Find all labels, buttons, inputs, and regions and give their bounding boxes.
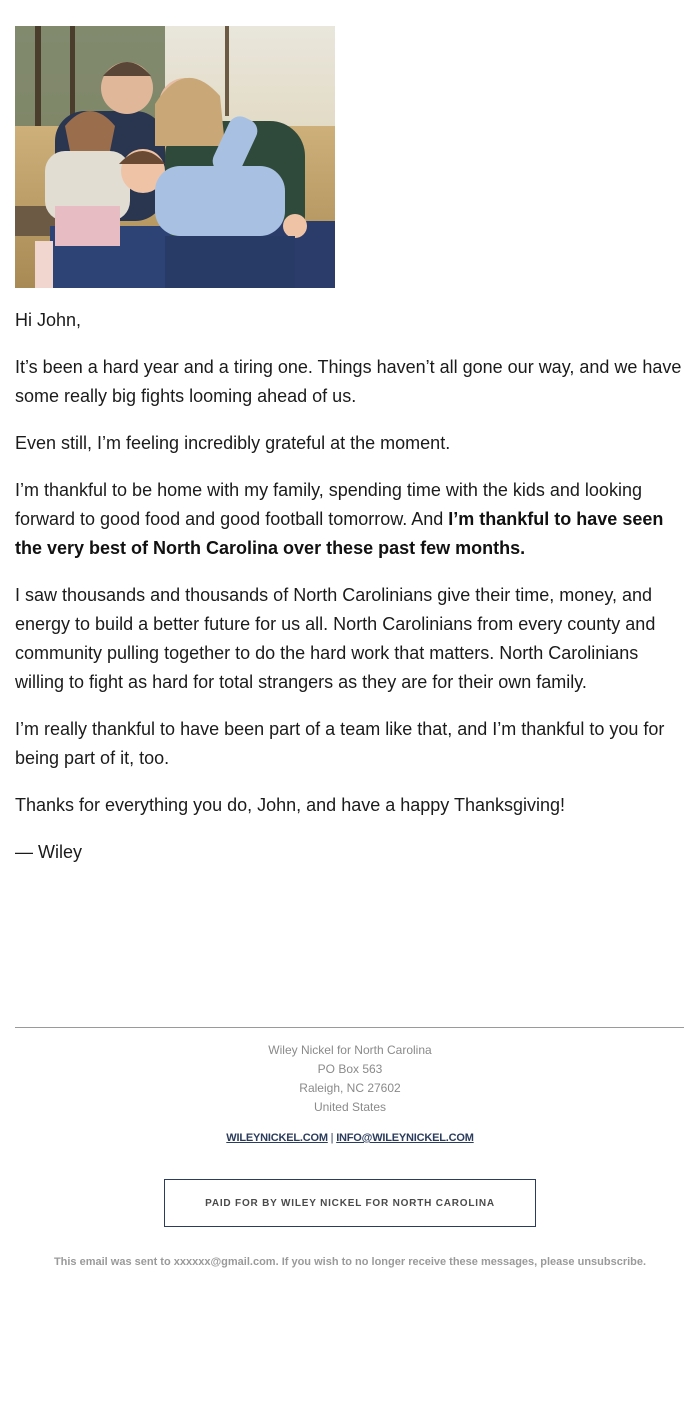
paragraph-5: I’m really thankful to have been part of a team like that, and I’m thankful to you for being part of it, too.	[15, 719, 665, 768]
footer-links	[0, 1132, 700, 1144]
paragraph-3-emphasis: I’m thankful to have seen the very best of North Carolina over these past few months.	[15, 509, 664, 558]
paid-for-text: PAID FOR BY WILEY NICKEL FOR NORTH CAROLINA	[205, 1197, 495, 1209]
unsubscribe-disclaimer	[0, 1256, 700, 1268]
paragraph-6: Thanks for everything you do, John, and have a happy Thanksgiving!	[15, 795, 566, 815]
footer-country: United States	[313, 1100, 387, 1114]
footer-divider	[15, 1027, 684, 1028]
footer-city-state: Raleigh, NC 27602	[299, 1081, 401, 1095]
unsubscribe-link[interactable]: unsubscribe	[577, 1256, 643, 1268]
link-separator: |	[330, 1132, 334, 1144]
greeting: Hi John,	[15, 310, 82, 330]
footer-po-box: PO Box 563	[317, 1062, 383, 1076]
paragraph-3-text: I’m thankful to be home with my family, spending time with the kids and looking forward to good food and good football tomorrow. And	[15, 480, 642, 529]
paragraph-2: Even still, I’m feeling incredibly grateful at the moment.	[15, 433, 451, 453]
hero-family-photo	[15, 26, 335, 288]
signature: — Wiley	[15, 842, 82, 862]
paragraph-1: It’s been a hard year and a tiring one. Things haven’t all gone our way, and we have some really big fights looming ahead of us.	[15, 357, 682, 406]
family-photo-image	[15, 26, 335, 288]
footer-org-name: Wiley Nickel for North Carolina	[268, 1043, 432, 1057]
paid-for-box	[164, 1179, 536, 1227]
website-link[interactable]: WILEYNICKEL.COM	[226, 1132, 328, 1144]
email-link[interactable]: INFO@WILEYNICKEL.COM	[336, 1132, 474, 1144]
paragraph-3	[15, 476, 687, 563]
paragraph-4: I saw thousands and thousands of North Carolinians give their time, money, and energy to build a better future for us all. North Carolinians from every county and community pulling together to do the hard work that matters. North Carolinians willing to fight as hard for total strangers as they are for their own family.	[15, 585, 656, 692]
disclaimer-end: .	[643, 1256, 647, 1268]
footer-address	[0, 1041, 700, 1117]
disclaimer-text: This email was sent to xxxxxx@gmail.com. If you wish to no longer receive these messages, please	[53, 1256, 578, 1268]
letter-body	[15, 306, 687, 885]
